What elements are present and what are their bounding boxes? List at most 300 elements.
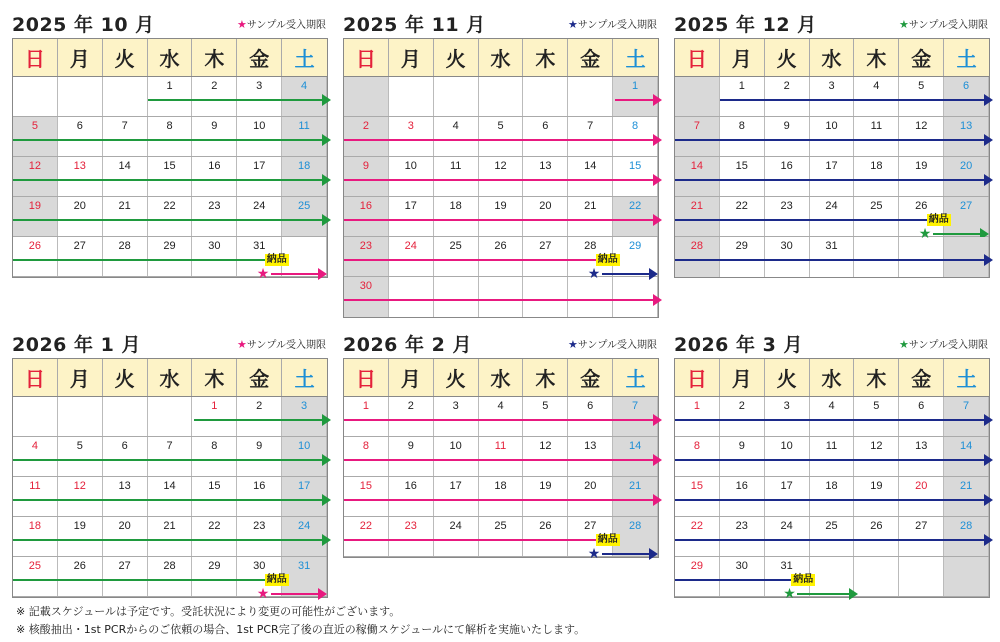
- arrow-head: [653, 414, 662, 426]
- day-cell: [479, 477, 524, 516]
- schedule-arrow: [675, 219, 934, 221]
- weekday-header: [675, 39, 989, 77]
- weekday-label: 日: [675, 39, 720, 76]
- day-cell: [344, 437, 389, 476]
- day-cell: [282, 157, 327, 196]
- day-number: 4: [828, 400, 835, 412]
- day-number: 12: [28, 160, 42, 172]
- schedule-arrow: [148, 99, 325, 101]
- day-number: 28: [163, 560, 176, 572]
- day-number: 10: [253, 120, 266, 132]
- day-number: 23: [404, 520, 417, 532]
- day-number: 16: [735, 480, 748, 492]
- day-number: 26: [73, 560, 86, 572]
- schedule-arrow: [344, 299, 656, 301]
- day-cell: [479, 117, 524, 156]
- schedule-arrow: [675, 579, 798, 581]
- day-cell: [479, 157, 524, 196]
- day-number: 5: [497, 120, 504, 132]
- note-2: ※ 核酸抽出・1st PCRからのご依頼の場合、1st PCR完了後の直近の稼働スケジュールにて解析を実施いたします。: [16, 623, 586, 636]
- day-number: 12: [539, 440, 552, 452]
- day-number: 9: [738, 440, 745, 452]
- day-cell: [854, 77, 899, 116]
- day-number: 26: [539, 520, 552, 532]
- day-cell: [854, 517, 899, 556]
- day-cell: [192, 157, 237, 196]
- day-number: 18: [28, 520, 42, 532]
- legend-label: サンプル受入期限: [908, 340, 988, 351]
- day-cell: [720, 197, 765, 236]
- week-row: [13, 477, 327, 517]
- day-cell: [479, 397, 524, 436]
- arrow-head: [322, 414, 331, 426]
- legend: [899, 16, 988, 31]
- day-cell: [765, 437, 810, 476]
- day-number: 21: [118, 200, 131, 212]
- week-row: [13, 237, 327, 277]
- week-row: [344, 397, 658, 437]
- weekday-label: 月: [720, 359, 765, 396]
- day-cell: [192, 237, 237, 276]
- weekday-label: 木: [523, 359, 568, 396]
- day-cell: [810, 237, 855, 277]
- star-icon: ★: [237, 338, 247, 351]
- day-cell: [103, 437, 148, 476]
- weekday-header: [344, 39, 658, 77]
- day-cell: [613, 157, 658, 196]
- day-number: 15: [208, 480, 221, 492]
- weekday-label: 月: [720, 39, 765, 76]
- weekday-label: 金: [899, 359, 944, 396]
- day-cell: [899, 397, 944, 436]
- legend: [899, 336, 988, 351]
- day-number: 25: [449, 240, 462, 252]
- schedule-arrow: [13, 459, 325, 461]
- week-row: [675, 77, 989, 117]
- day-number: 6: [963, 80, 970, 92]
- arrow-head: [322, 214, 331, 226]
- arrow-head: [318, 268, 327, 280]
- calendar-grid: [12, 38, 328, 282]
- day-number: 4: [452, 120, 459, 132]
- week-row: [13, 157, 327, 197]
- day-cell: [854, 437, 899, 476]
- weekday-label: 月: [389, 39, 434, 76]
- day-cell: [13, 117, 58, 156]
- day-number: 18: [494, 480, 507, 492]
- day-number: 6: [121, 440, 128, 452]
- day-number: 4: [497, 400, 504, 412]
- day-number: 31: [825, 240, 838, 252]
- day-number: 3: [452, 400, 459, 412]
- day-number: 12: [870, 440, 883, 452]
- day-number: 23: [780, 200, 793, 212]
- weekday-label: 木: [854, 359, 899, 396]
- day-cell: [675, 517, 720, 556]
- day-number: 11: [449, 160, 462, 172]
- day-cell: [765, 197, 810, 236]
- day-number: 17: [825, 160, 838, 172]
- day-number: 27: [118, 560, 131, 572]
- week-row: [675, 477, 989, 517]
- day-number: 22: [735, 200, 748, 212]
- schedule-arrow: [615, 99, 656, 101]
- schedule-arrow: [344, 219, 656, 221]
- arrow-head: [653, 454, 662, 466]
- legend: [237, 336, 326, 351]
- day-cell: [944, 437, 989, 476]
- calendar-grid: [674, 358, 990, 602]
- next-deadline-arrow: [271, 273, 321, 275]
- calendar-grid: [12, 358, 328, 602]
- day-number: 16: [780, 160, 793, 172]
- week-row: [13, 517, 327, 557]
- day-cell: [58, 397, 103, 436]
- schedule-arrow: [675, 259, 987, 261]
- day-number: 5: [542, 400, 549, 412]
- day-number: 28: [959, 520, 973, 532]
- day-number: 11: [825, 440, 838, 452]
- arrow-head: [318, 588, 327, 600]
- day-cell: [148, 437, 193, 476]
- day-number: 17: [253, 160, 266, 172]
- arrow-head: [984, 174, 993, 186]
- day-cell: [720, 517, 765, 556]
- day-number: 17: [780, 480, 793, 492]
- day-cell: [479, 517, 524, 556]
- day-cell: [58, 197, 103, 236]
- day-cell: [899, 557, 944, 596]
- weekday-label: 土: [956, 47, 977, 71]
- day-cell: [344, 157, 389, 196]
- week-row: [675, 197, 989, 237]
- day-cell: [434, 517, 479, 556]
- day-number: 3: [301, 400, 308, 412]
- month-title: 2025 年 11 月: [343, 14, 486, 36]
- day-number: 24: [253, 200, 266, 212]
- week-row: [344, 237, 658, 277]
- day-cell: [282, 117, 327, 156]
- day-cell: [720, 397, 765, 436]
- schedule-arrow: [675, 459, 987, 461]
- day-number: 29: [163, 240, 176, 252]
- day-cell: [13, 557, 58, 596]
- day-cell: [810, 157, 855, 196]
- day-cell: [854, 237, 899, 277]
- day-cell: [944, 477, 989, 516]
- day-number: 11: [298, 120, 310, 132]
- day-number: 31: [297, 560, 311, 572]
- weekday-label: 土: [625, 47, 646, 71]
- next-deadline-arrow: [602, 553, 652, 555]
- day-number: 14: [163, 480, 176, 492]
- day-cell: [389, 277, 434, 317]
- day-cell: [237, 197, 282, 236]
- week-row: [13, 437, 327, 477]
- day-cell: [944, 77, 989, 116]
- day-number: 13: [959, 120, 973, 132]
- week-row: [344, 117, 658, 157]
- week-row: [344, 197, 658, 237]
- day-cell: [13, 157, 58, 196]
- day-cell: [944, 397, 989, 436]
- day-cell: [720, 77, 765, 116]
- calendar-grid: [674, 38, 990, 278]
- day-cell: [720, 237, 765, 277]
- star-icon: ★: [568, 18, 578, 31]
- day-number: 20: [959, 160, 973, 172]
- day-number: 7: [121, 120, 128, 132]
- day-cell: [720, 477, 765, 516]
- day-number: 20: [118, 520, 131, 532]
- day-cell: [237, 437, 282, 476]
- next-deadline-arrow: [271, 593, 321, 595]
- day-cell: [148, 117, 193, 156]
- weekday-label: 金: [899, 39, 944, 76]
- day-cell: [944, 117, 989, 156]
- day-number: 9: [783, 120, 790, 132]
- day-cell: [479, 197, 524, 236]
- day-number: 1: [211, 400, 218, 412]
- day-cell: [148, 77, 193, 116]
- day-cell: [613, 197, 658, 236]
- day-number: 11: [494, 440, 507, 452]
- day-number: 3: [407, 120, 414, 132]
- weekday-label: 水: [479, 39, 524, 76]
- schedule-arrow: [675, 179, 987, 181]
- week-row: [675, 157, 989, 197]
- star-icon: ★: [783, 586, 796, 602]
- day-cell: [568, 197, 613, 236]
- week-row: [675, 557, 989, 597]
- calendar-grid: [343, 38, 659, 318]
- day-cell: [282, 397, 327, 436]
- week-row: [13, 397, 327, 437]
- weekday-label: 金: [237, 359, 282, 396]
- day-cell: [192, 197, 237, 236]
- day-cell: [192, 77, 237, 116]
- day-cell: [434, 237, 479, 276]
- day-cell: [192, 557, 237, 596]
- note-1: ※ 記載スケジュールは予定です。受託状況により変更の可能性がございます。: [16, 605, 401, 618]
- arrow-head: [653, 134, 662, 146]
- schedule-arrow: [13, 219, 325, 221]
- legend-label: サンプル受入期限: [246, 20, 326, 31]
- day-cell: [675, 477, 720, 516]
- day-cell: [103, 397, 148, 436]
- day-cell: [675, 77, 720, 116]
- day-cell: [899, 77, 944, 116]
- day-cell: [854, 117, 899, 156]
- day-number: 29: [735, 240, 748, 252]
- day-number: 10: [825, 120, 838, 132]
- day-cell: [765, 237, 810, 277]
- day-cell: [810, 477, 855, 516]
- day-cell: [237, 517, 282, 556]
- day-number: 2: [783, 80, 790, 92]
- weekday-label: 水: [810, 39, 855, 76]
- schedule-arrow: [675, 419, 987, 421]
- day-cell: [854, 477, 899, 516]
- day-cell: [13, 77, 58, 116]
- next-deadline-arrow: [933, 233, 983, 235]
- day-number: 19: [28, 200, 42, 212]
- schedule-arrow: [344, 459, 656, 461]
- day-cell: [479, 277, 524, 317]
- day-number: 13: [915, 440, 928, 452]
- day-cell: [613, 277, 658, 317]
- day-cell: [613, 77, 658, 116]
- arrow-head: [984, 454, 993, 466]
- weekday-label: 月: [58, 359, 103, 396]
- day-number: 18: [297, 160, 311, 172]
- day-number: 22: [359, 520, 373, 532]
- day-cell: [675, 437, 720, 476]
- day-number: 18: [870, 160, 883, 172]
- day-number: 21: [628, 480, 642, 492]
- schedule-arrow: [720, 99, 987, 101]
- day-number: 9: [362, 160, 369, 172]
- day-number: 23: [253, 520, 266, 532]
- weekday-label: 火: [434, 359, 479, 396]
- day-number: 10: [404, 160, 417, 172]
- day-number: 31: [253, 240, 266, 252]
- day-cell: [434, 397, 479, 436]
- week-row: [675, 437, 989, 477]
- weekday-label: 土: [956, 367, 977, 391]
- day-cell: [58, 157, 103, 196]
- day-cell: [523, 437, 568, 476]
- day-cell: [389, 237, 434, 276]
- day-cell: [192, 477, 237, 516]
- day-cell: [568, 277, 613, 317]
- day-number: 7: [963, 400, 970, 412]
- delivery-label: 納品: [266, 574, 287, 585]
- delivery-label: 納品: [928, 214, 949, 225]
- day-number: 20: [539, 200, 552, 212]
- schedule-arrow: [344, 419, 656, 421]
- day-cell: [523, 277, 568, 317]
- schedule-arrow: [13, 539, 325, 541]
- notes: [16, 603, 585, 639]
- arrow-head: [653, 94, 662, 106]
- star-icon: ★: [587, 266, 601, 282]
- day-cell: [192, 117, 237, 156]
- day-number: 9: [211, 120, 218, 132]
- week-row: [675, 237, 989, 277]
- day-cell: [899, 157, 944, 196]
- day-cell: [765, 397, 810, 436]
- day-number: 4: [301, 80, 308, 92]
- day-cell: [103, 117, 148, 156]
- day-number: 8: [738, 120, 745, 132]
- day-cell: [148, 557, 193, 596]
- day-number: 21: [690, 200, 704, 212]
- day-number: 22: [628, 200, 642, 212]
- day-number: 13: [73, 160, 86, 172]
- day-cell: [944, 157, 989, 196]
- day-cell: [103, 237, 148, 276]
- day-cell: [434, 477, 479, 516]
- day-cell: [675, 557, 720, 596]
- day-cell: [523, 237, 568, 276]
- day-number: 28: [690, 240, 704, 252]
- day-cell: [13, 397, 58, 436]
- day-number: 19: [539, 480, 552, 492]
- week-row: [344, 77, 658, 117]
- day-number: 7: [632, 400, 639, 412]
- day-number: 13: [539, 160, 552, 172]
- day-cell: [523, 77, 568, 116]
- arrow-head: [322, 454, 331, 466]
- day-cell: [103, 157, 148, 196]
- day-cell: [765, 157, 810, 196]
- day-cell: [568, 477, 613, 516]
- day-number: 27: [959, 200, 973, 212]
- weekday-label: 水: [810, 359, 855, 396]
- legend-label: サンプル受入期限: [577, 20, 657, 31]
- week-row: [13, 197, 327, 237]
- day-number: 13: [584, 440, 597, 452]
- day-cell: [434, 437, 479, 476]
- day-number: 5: [873, 400, 880, 412]
- day-number: 8: [166, 120, 173, 132]
- day-cell: [434, 117, 479, 156]
- day-cell: [237, 477, 282, 516]
- day-number: 27: [584, 520, 597, 532]
- weekday-label: 木: [523, 39, 568, 76]
- day-cell: [568, 117, 613, 156]
- day-cell: [148, 477, 193, 516]
- day-cell: [103, 77, 148, 116]
- legend: [568, 336, 657, 351]
- legend-label: サンプル受入期限: [908, 20, 988, 31]
- day-number: 1: [166, 80, 173, 92]
- day-number: 8: [693, 440, 700, 452]
- week-row: [13, 117, 327, 157]
- day-cell: [389, 517, 434, 556]
- day-cell: [854, 397, 899, 436]
- day-number: 16: [404, 480, 417, 492]
- day-cell: [237, 157, 282, 196]
- day-cell: [103, 557, 148, 596]
- weekday-label: 火: [103, 359, 148, 396]
- day-cell: [523, 197, 568, 236]
- day-cell: [389, 437, 434, 476]
- weekday-label: 月: [58, 39, 103, 76]
- day-number: 24: [780, 520, 793, 532]
- day-cell: [944, 557, 989, 596]
- day-number: 4: [873, 80, 880, 92]
- arrow-head: [653, 214, 662, 226]
- day-cell: [765, 117, 810, 156]
- day-number: 31: [780, 560, 793, 572]
- weekday-label: 日: [344, 39, 389, 76]
- day-number: 24: [404, 240, 417, 252]
- week-row: [344, 277, 658, 317]
- arrow-head: [984, 494, 993, 506]
- day-number: 30: [208, 240, 221, 252]
- weekday-label: 火: [765, 359, 810, 396]
- day-cell: [237, 117, 282, 156]
- day-number: 15: [735, 160, 748, 172]
- day-cell: [899, 117, 944, 156]
- day-cell: [389, 77, 434, 116]
- day-number: 21: [163, 520, 176, 532]
- day-cell: [613, 477, 658, 516]
- weekday-label: 火: [434, 39, 479, 76]
- day-cell: [344, 117, 389, 156]
